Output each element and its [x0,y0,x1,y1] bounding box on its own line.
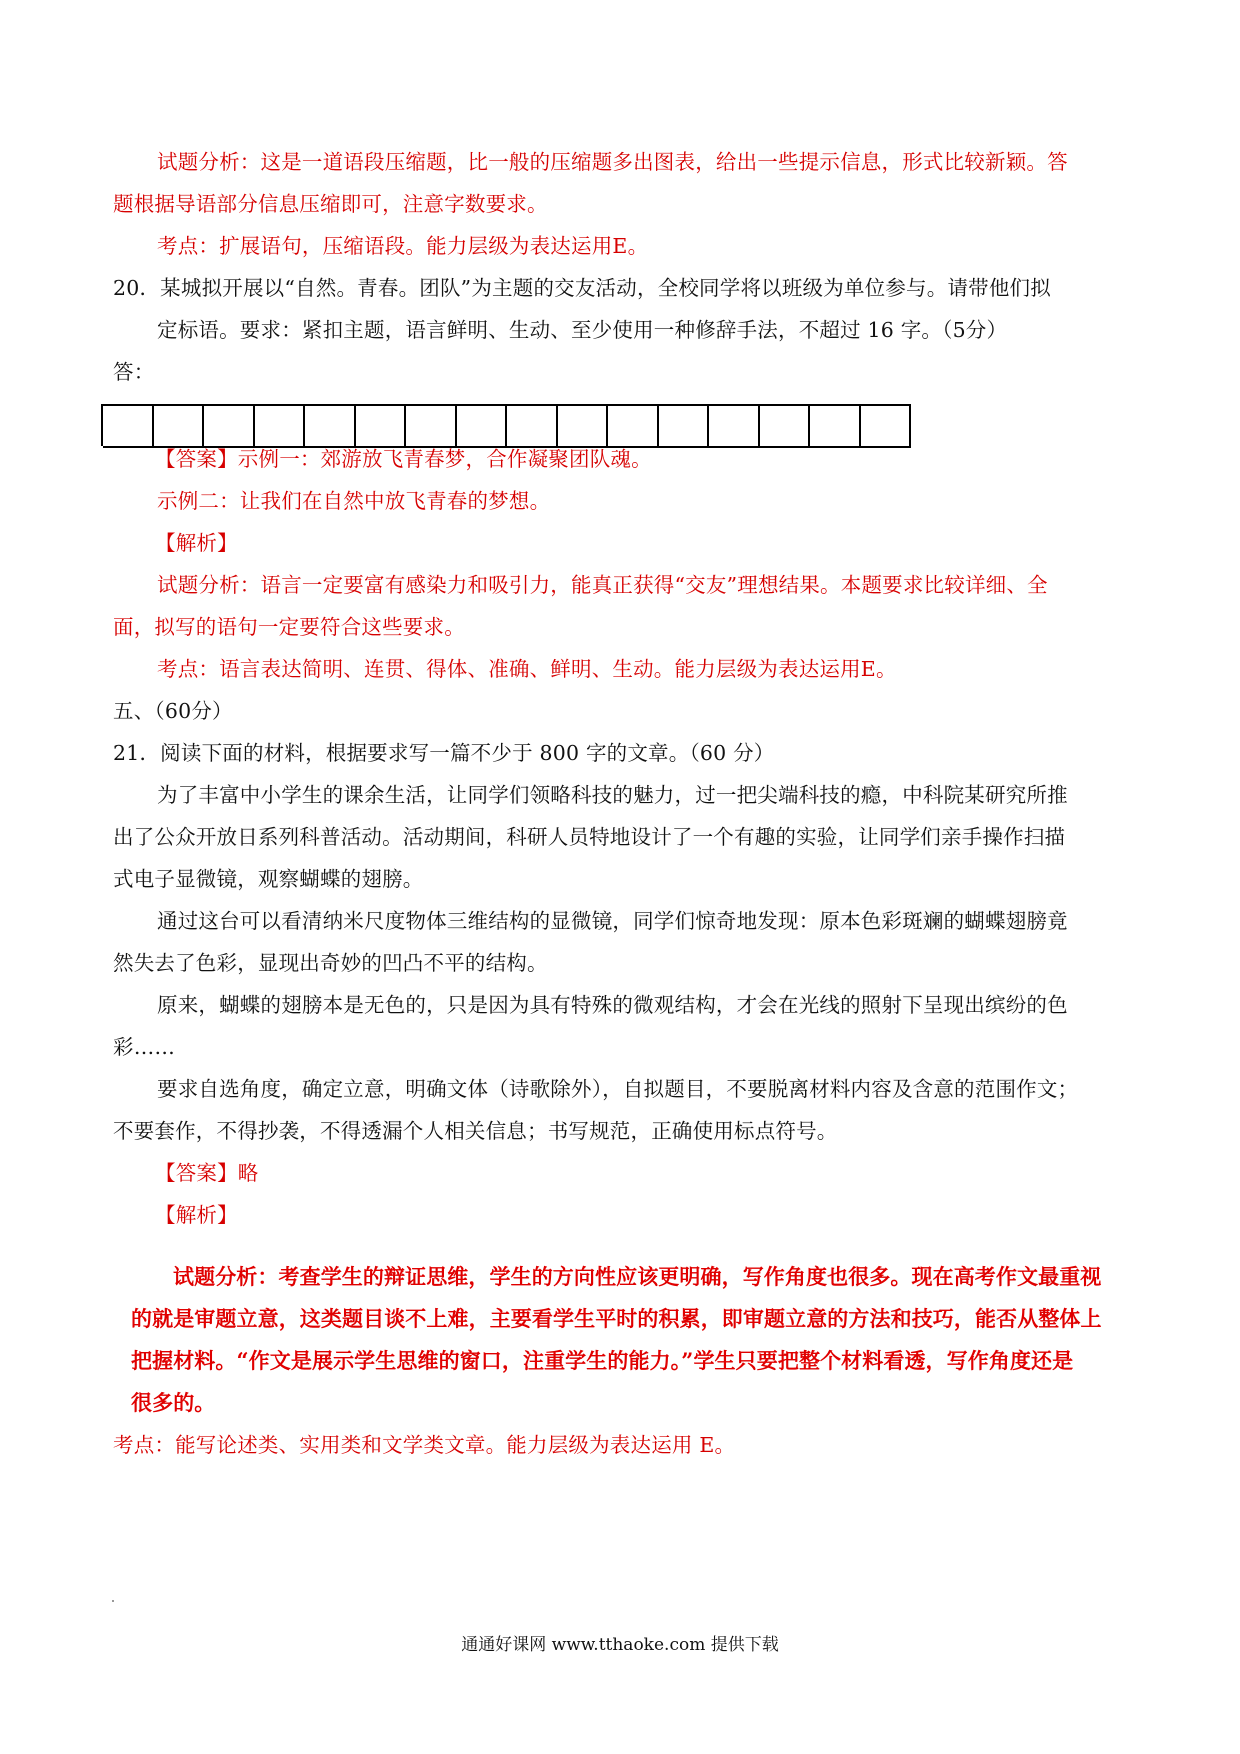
q20-answer-prefix: 答： [113,360,155,384]
q21-material-p1-line-3: 式电子显微镜，观察蝴蝶的翅膀。 [113,867,424,891]
q21-material-p2-line-2: 然失去了色彩，显现出奇妙的凹凸不平的结构。 [113,951,548,975]
q21-material-p3-line-2: 彩…… [113,1035,176,1059]
q21-analysis-label: 【解析】 [155,1203,238,1227]
q19-knowledge-point: 考点：扩展语句，压缩语段。能力层级为表达运用E。 [157,234,649,258]
q20-answer-example-1: 【答案】示例一：郊游放飞青春梦，合作凝聚团队魂。 [155,447,652,471]
q20-question-line-1: 20．某城拟开展以“自然。青春。团队”为主题的交友活动，全校同学将以班级为单位参与。请带他们拟 [113,276,1051,300]
answer-grid-cell [709,404,760,448]
answer-grid-cell [255,404,306,448]
answer-grid-cell [507,404,558,448]
answer-grid-cell [154,404,205,448]
answer-grid-cell [608,404,659,448]
q21-material-p2-line-1: 通过这台可以看清纳米尺度物体三维结构的显微镜，同学们惊奇地发现：原本色彩斑斓的蝴蝶翅膀竟 [157,909,1068,933]
q20-analysis-line-2: 面，拟写的语句一定要符合这些要求。 [113,615,465,639]
q21-analysis-line-2: 的就是审题立意，这类题目谈不上难，主要看学生平时的积累，即审题立意的方法和技巧，能否从整体上 [131,1306,1102,1331]
q21-analysis-line-1: 试题分析：考查学生的辩证思维，学生的方向性应该更明确，写作角度也很多。现在高考作文最重视 [173,1264,1102,1289]
answer-grid-cell [659,404,710,448]
page-footer: 通通好课网 www.tthaoke.com 提供下载 [461,1635,779,1655]
q20-analysis-label: 【解析】 [155,531,238,555]
q21-requirement-line-1: 要求自选角度，确定立意，明确文体（诗歌除外），自拟题目，不要脱离材料内容及含意的范围作文； [157,1077,1079,1101]
q20-question-line-2: 定标语。要求：紧扣主题，语言鲜明、生动、至少使用一种修辞手法，不超过 16 字。（5分） [157,318,1008,342]
answer-grid-cell [760,404,811,448]
q21-question: 21．阅读下面的材料，根据要求写一篇不少于 800 字的文章。（60 分） [113,741,775,765]
q21-material-p1-line-2: 出了公众开放日系列科普活动。活动期间，科研人员特地设计了一个有趣的实验，让同学们亲手操作扫描 [113,825,1066,849]
q21-answer: 【答案】略 [155,1161,259,1185]
q21-analysis-line-4: 很多的。 [131,1390,216,1415]
q20-answer-example-2: 示例二：让我们在自然中放飞青春的梦想。 [157,489,551,513]
answer-grid [101,404,911,446]
q21-material-p1-line-1: 为了丰富中小学生的课余生活，让同学们领略科技的魅力，过一把尖端科技的瘾，中科院某研究所推 [157,783,1068,807]
answer-grid-cell [861,404,912,448]
q21-analysis-line-3: 把握材料。“作文是展示学生思维的窗口，注重学生的能力。”学生只要把整个材料看透，写作角度还是 [131,1348,1074,1373]
q21-material-p3-line-1: 原来，蝴蝶的翅膀本是无色的，只是因为具有特殊的微观结构，才会在光线的照射下呈现出缤纷的色 [157,993,1068,1017]
answer-grid-cell [356,404,407,448]
q20-analysis-line-1: 试题分析：语言一定要富有感染力和吸引力，能真正获得“交友”理想结果。本题要求比较详细、全 [157,573,1048,597]
q21-knowledge-point: 考点：能写论述类、实用类和文学类文章。能力层级为表达运用 E。 [113,1433,736,1457]
q19-analysis-line-2: 题根据导语部分信息压缩即可，注意字数要求。 [113,192,548,216]
answer-grid-cell [406,404,457,448]
answer-grid-cell [204,404,255,448]
answer-grid-cell [457,404,508,448]
answer-grid-cell [305,404,356,448]
section-5-heading: 五、（60分） [113,699,233,723]
stray-dot [112,1600,114,1602]
answer-grid-cell [810,404,861,448]
answer-grid-cell [558,404,609,448]
q19-analysis-line-1: 试题分析：这是一道语段压缩题，比一般的压缩题多出图表，给出一些提示信息，形式比较新颖。答 [157,150,1068,174]
q20-knowledge-point: 考点：语言表达简明、连贯、得体、准确、鲜明、生动。能力层级为表达运用E。 [157,657,897,681]
q21-requirement-line-2: 不要套作，不得抄袭，不得透漏个人相关信息；书写规范，正确使用标点符号。 [113,1119,838,1143]
answer-grid-cell [103,404,154,448]
